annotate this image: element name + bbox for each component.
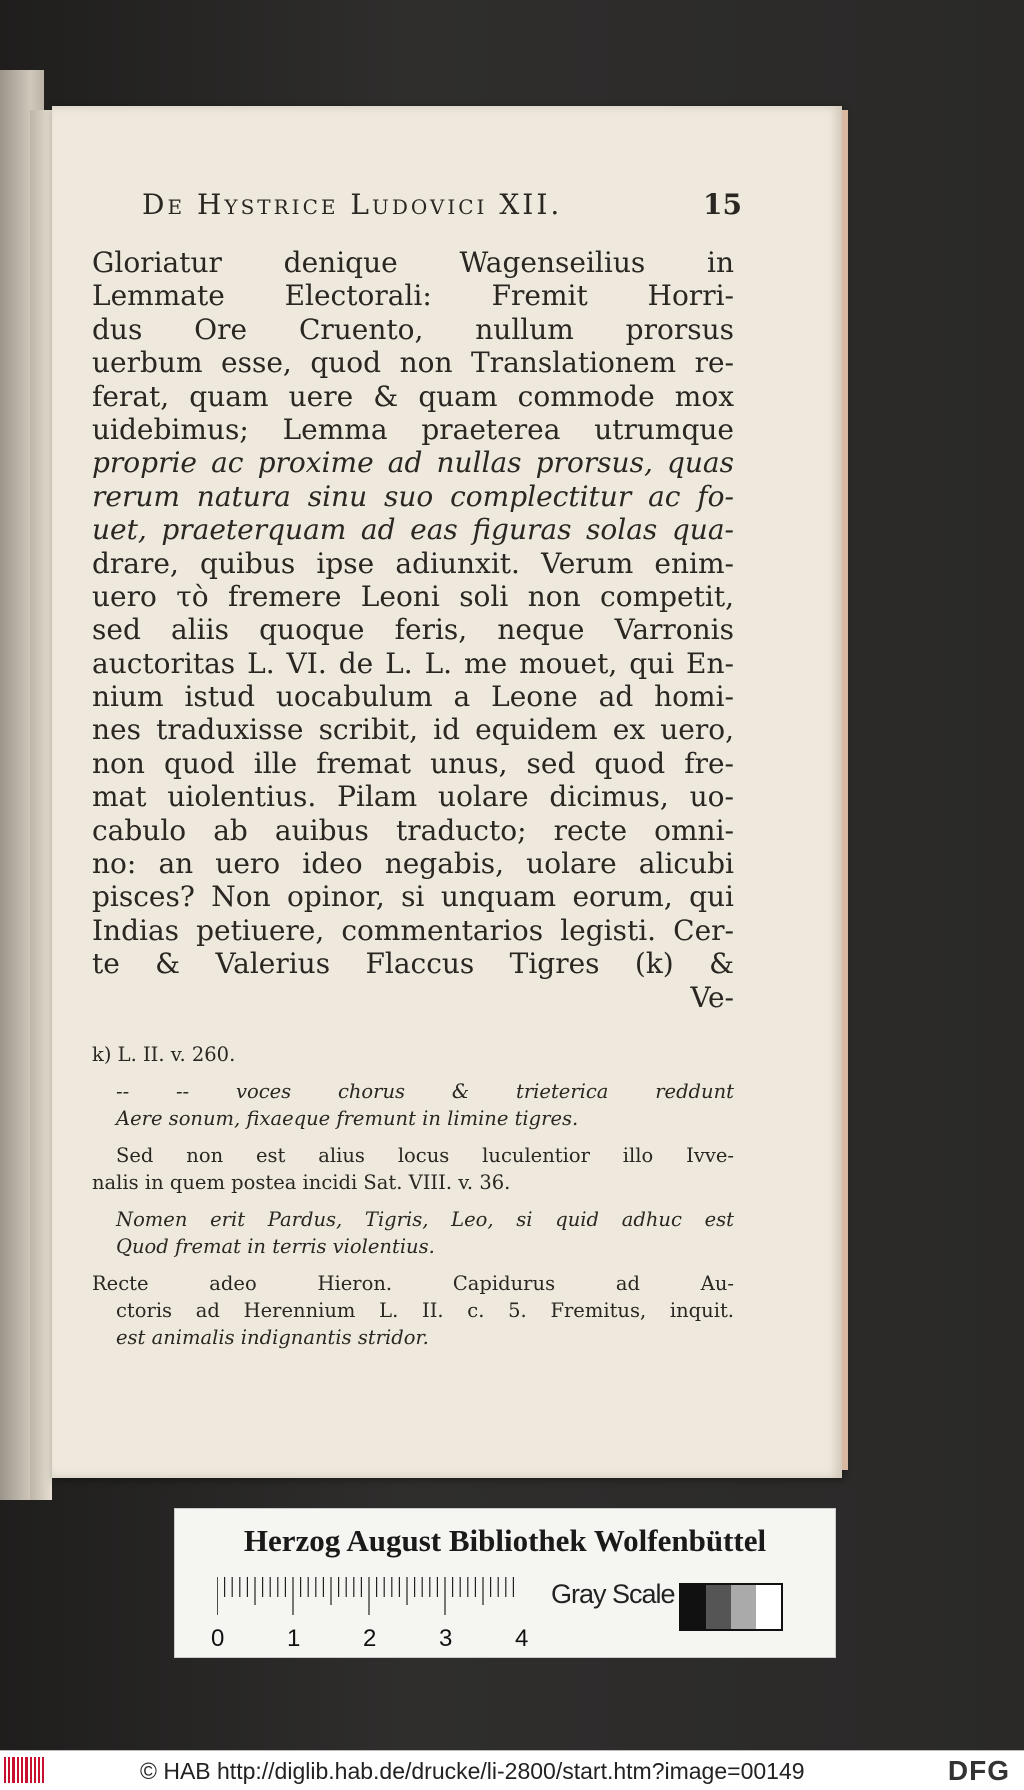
gray-scale-label: Gray Scale	[551, 1579, 675, 1609]
ruler-number: 3	[439, 1625, 453, 1652]
gray-swatch	[681, 1585, 706, 1629]
footnote-line: est animalis indignantis stridor.	[116, 1326, 429, 1349]
library-name: Herzog August Bibliothek Wolfenbüttel	[243, 1523, 767, 1558]
gray-scale-bar	[679, 1583, 783, 1631]
main-text	[92, 246, 734, 1014]
footnote-line: Aere sonum, fixaeque fremunt in limine tigres.	[116, 1107, 579, 1130]
footnote-line: Quod fremat in terris violentius.	[116, 1235, 435, 1258]
text-line: no: an uero ideo negabis, uolare alicubi	[92, 847, 734, 881]
footnote-line: nalis in quem postea incidi Sat. VIII. v. 36.	[92, 1171, 511, 1194]
dfg-logo: DFG	[947, 1755, 1010, 1786]
color-calibration-plate	[174, 1508, 836, 1658]
text-line: non quod ille fremat unus, sed quod fre-	[92, 746, 734, 780]
text-line: cabulo ab auibus traducto; recte omni-	[92, 813, 734, 847]
text-line: Gloriatur denique Wagenseilius in	[92, 246, 734, 279]
ruler-number: 1	[287, 1625, 301, 1652]
ruler-number: 4	[515, 1625, 529, 1652]
page-edge	[842, 110, 848, 1470]
running-head-title: De Hystrice Ludovici XII.	[142, 188, 563, 221]
text-line: uerbum esse, quod non Translationem re-	[92, 346, 734, 380]
footnote-line: k) L. II. v. 260.	[92, 1043, 236, 1066]
footnote-line: ctoris ad Herennium L. II. c. 5. Fremitus, inquit.	[116, 1299, 734, 1322]
ruler-number: 0	[211, 1625, 225, 1652]
text-line: Indias petiuere, commentarios legisti. Cer-	[92, 913, 734, 947]
text-line: proprie ac proxime ad nullas prorsus, quas	[92, 446, 734, 480]
text-line: te & Valerius Flaccus Tigres (k) &	[92, 947, 734, 981]
gray-swatch	[706, 1585, 731, 1629]
text-line: uidebimus; Lemma praeterea utrumque	[92, 412, 734, 446]
text-line: Lemmate Electorali: Fremit Horri-	[92, 279, 734, 313]
page-number: 15	[703, 188, 742, 221]
running-head	[142, 188, 742, 228]
adjacent-page-strip	[30, 110, 52, 1500]
footnote-line: Recte adeo Hieron. Capidurus ad Au-	[92, 1272, 734, 1295]
text-line: sed aliis quoque feris, neque Varronis	[92, 613, 734, 647]
gray-swatch	[756, 1585, 781, 1629]
book-page	[52, 106, 842, 1478]
text-line: ferat, quam uere & quam commode mox	[92, 379, 734, 413]
footnotes	[92, 1041, 734, 1351]
text-line: mat uiolentius. Pilam uolare dicimus, uo-	[92, 780, 734, 814]
text-line: uet, praeterquam ad eas figuras solas qua-	[92, 513, 734, 547]
text-line: auctoritas L. VI. de L. L. me mouet, qui En-	[92, 646, 734, 680]
catchword: Ve-	[690, 980, 734, 1014]
barcode-icon	[4, 1757, 46, 1783]
footnote-line: Sed non est alius locus luculentior illo Ivve-	[116, 1144, 734, 1167]
ruler-scale	[217, 1577, 517, 1617]
text-line: drare, quibus ipse adiunxit. Verum enim-	[92, 546, 734, 580]
text-line: dus Ore Cruento, nullum prorsus	[92, 312, 734, 346]
viewer-footer	[0, 1750, 1024, 1790]
text-line: nes traduxisse scribit, id equidem ex uero,	[92, 713, 734, 747]
text-line: uero τὸ fremere Leoni soli non competit,	[92, 579, 734, 613]
text-line: nium istud uocabulum a Leone ad homi-	[92, 680, 734, 714]
ruler-number: 2	[363, 1625, 377, 1652]
text-line: pisces? Non opinor, si unquam eorum, qui	[92, 880, 734, 914]
footnote-line: -- -- voces chorus & trieterica reddunt	[116, 1080, 734, 1103]
copyright-link[interactable]: © HAB http://diglib.hab.de/drucke/li-2800/start.htm?image=00149	[140, 1758, 805, 1784]
text-line: rerum natura sinu suo complectitur ac fo-	[92, 479, 734, 513]
gray-swatch	[731, 1585, 756, 1629]
footnote-line: Nomen erit Pardus, Tigris, Leo, si quid adhuc est	[116, 1208, 734, 1231]
